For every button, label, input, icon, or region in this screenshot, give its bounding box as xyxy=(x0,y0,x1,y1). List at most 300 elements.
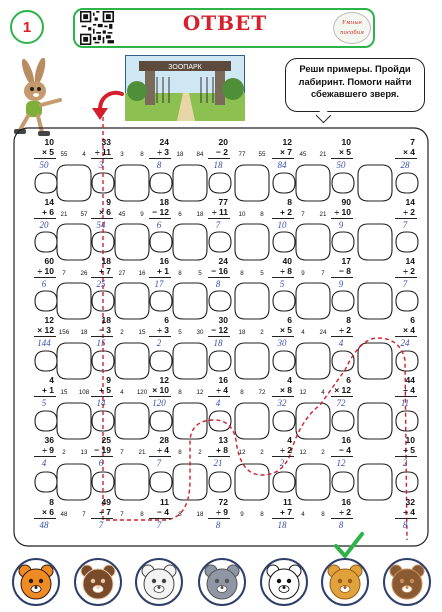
math-problem xyxy=(270,256,298,296)
operand-b: ÷ 7 xyxy=(99,507,111,517)
door-number: 84 xyxy=(196,151,204,158)
operand-a: 44 xyxy=(405,375,415,385)
maze-room xyxy=(235,464,269,500)
handwritten-answer: 28 xyxy=(400,160,410,170)
operand-b: ÷ 10 xyxy=(37,266,54,276)
equals-line xyxy=(272,396,294,397)
elephant-icon[interactable] xyxy=(198,558,246,606)
door-number: 120 xyxy=(136,389,148,396)
operand-b: − 12 xyxy=(211,325,228,335)
maze-room xyxy=(115,224,149,260)
handwritten-answer: 18 xyxy=(213,160,223,170)
tiger-icon[interactable] xyxy=(12,558,60,606)
equals-line xyxy=(149,158,171,159)
door-number: 4 xyxy=(301,511,305,518)
door-number: 45 xyxy=(299,151,307,158)
operand-b: − 2 xyxy=(215,147,228,157)
operand-a: 14 xyxy=(405,256,415,266)
math-problem xyxy=(147,197,175,237)
door-number: 12 xyxy=(196,389,204,396)
operand-b: − 16 xyxy=(211,266,228,276)
door-number: 21 xyxy=(319,211,327,218)
maze-room xyxy=(173,224,207,260)
operand-a: 16 xyxy=(159,256,169,266)
equals-line xyxy=(91,336,113,337)
operand-a: 12 xyxy=(159,375,169,385)
panda-face-icon xyxy=(262,560,306,604)
door-number: 7 xyxy=(120,511,124,518)
panda-icon[interactable] xyxy=(260,558,308,606)
operand-a: 6 xyxy=(287,315,292,325)
operand-a: 7 xyxy=(410,137,415,147)
door-number: 7 xyxy=(120,449,124,456)
equals-line xyxy=(91,158,113,159)
equals-line xyxy=(91,277,113,278)
operand-b: × 10 xyxy=(152,385,169,395)
equals-line xyxy=(331,158,353,159)
maze-room xyxy=(296,403,330,439)
logo-word-2: пособия xyxy=(340,30,364,36)
door-number: 8 xyxy=(321,511,325,518)
math-problem xyxy=(147,256,175,296)
operand-b: × 12 xyxy=(37,325,54,335)
door-number: 4 xyxy=(120,389,124,396)
equals-line xyxy=(331,277,353,278)
operand-b: + 7 xyxy=(279,507,292,517)
handwritten-answer: 32 xyxy=(277,398,287,408)
operand-b: − 8 xyxy=(338,266,351,276)
equals-line xyxy=(272,518,294,519)
math-problem xyxy=(393,137,421,177)
operand-a: 20 xyxy=(218,137,228,147)
operand-b: ÷ 2 xyxy=(403,207,415,217)
equals-line xyxy=(149,396,171,397)
door-number: 5 xyxy=(260,270,264,277)
handwritten-answer: 4 xyxy=(338,338,344,348)
beaver-icon[interactable] xyxy=(383,558,431,606)
door-number: 27 xyxy=(118,270,126,277)
operand-b: ÷ 2 xyxy=(339,507,351,517)
door-number: 18 xyxy=(196,511,204,518)
door-number: 7 xyxy=(82,511,86,518)
operand-a: 6 xyxy=(346,375,351,385)
math-problem xyxy=(270,435,298,475)
math-problem xyxy=(206,197,234,237)
equals-line xyxy=(34,396,56,397)
math-problem xyxy=(147,137,175,177)
handwritten-answer: 3 xyxy=(98,160,104,170)
door-number: 8 xyxy=(260,511,264,518)
logo-word-1: Умные xyxy=(342,20,362,26)
maze-room xyxy=(235,165,269,201)
operand-b: ÷ 4 xyxy=(157,445,169,455)
door-number: 72 xyxy=(258,389,266,396)
handwritten-answer: 8 xyxy=(338,520,344,530)
handwritten-answer: 6 xyxy=(98,458,104,468)
handwritten-answer: 48 xyxy=(39,520,49,530)
math-problem xyxy=(329,497,357,537)
operand-a: 16 xyxy=(341,497,351,507)
maze-room xyxy=(296,283,330,319)
maze-room xyxy=(115,283,149,319)
door-number: 4 xyxy=(301,329,305,336)
door-number: 55 xyxy=(60,151,68,158)
operand-a: 90 xyxy=(341,197,351,207)
math-problem xyxy=(206,375,234,415)
maze-room xyxy=(57,283,91,319)
math-problem xyxy=(329,197,357,237)
maze-room xyxy=(35,472,57,492)
operand-b: − 4 xyxy=(156,507,169,517)
handwritten-answer: 6 xyxy=(41,279,47,289)
handwritten-answer: 9 xyxy=(338,220,344,230)
handwritten-answer: 2 xyxy=(279,458,285,468)
operand-a: 6 xyxy=(164,315,169,325)
math-problem xyxy=(393,375,421,415)
operand-a: 16 xyxy=(341,435,351,445)
door-number: 9 xyxy=(301,270,305,277)
operand-b: × 6 xyxy=(98,207,111,217)
equals-line xyxy=(91,218,113,219)
handwritten-answer: 6 xyxy=(156,220,162,230)
equals-line xyxy=(208,277,230,278)
operand-a: 24 xyxy=(218,256,228,266)
operand-a: 10 xyxy=(341,137,351,147)
maze-room xyxy=(296,224,330,260)
handwritten-answer: 11 xyxy=(400,398,410,408)
math-problem xyxy=(89,197,117,237)
equals-line xyxy=(34,158,56,159)
operand-b: ÷ 11 xyxy=(94,147,111,157)
equals-line xyxy=(395,518,417,519)
math-problem xyxy=(89,315,117,355)
operand-b: × 4 xyxy=(402,325,415,335)
operand-b: × 6 xyxy=(41,507,54,517)
maze-room xyxy=(57,464,91,500)
math-problem xyxy=(89,375,117,415)
operand-a: 8 xyxy=(346,315,351,325)
door-number: 8 xyxy=(178,389,182,396)
handwritten-answer: 5 xyxy=(279,279,285,289)
maze-room xyxy=(358,464,392,500)
maze-room xyxy=(235,283,269,319)
handwritten-answer: 9 xyxy=(338,279,344,289)
equals-line xyxy=(395,218,417,219)
math-problem xyxy=(206,435,234,475)
operand-b: ÷ 2 xyxy=(403,266,415,276)
operand-b: × 4 xyxy=(402,147,415,157)
operand-b: ÷ 11 xyxy=(211,207,228,217)
equals-line xyxy=(149,218,171,219)
handwritten-answer: 8 xyxy=(215,279,221,289)
correct-check-icon xyxy=(336,534,362,556)
door-number: 4 xyxy=(82,151,86,158)
math-problem xyxy=(329,256,357,296)
maze-room xyxy=(358,165,392,201)
equals-line xyxy=(331,518,353,519)
operand-a: 18 xyxy=(101,256,111,266)
handwritten-answer: 14 xyxy=(96,398,106,408)
operand-a: 12 xyxy=(44,315,54,325)
handwritten-answer: 18 xyxy=(277,520,287,530)
door-number: 9 xyxy=(240,511,244,518)
door-number: 7 xyxy=(301,211,305,218)
door-number: 8 xyxy=(178,270,182,277)
operand-b: + 1 xyxy=(156,266,169,276)
equals-line xyxy=(91,456,113,457)
door-number: 16 xyxy=(138,270,146,277)
math-problem xyxy=(89,497,117,537)
operand-b: ÷ 5 xyxy=(403,445,415,455)
operand-b: × 7 xyxy=(279,147,292,157)
math-problem xyxy=(393,435,421,475)
operand-a: 9 xyxy=(106,197,111,207)
equals-line xyxy=(395,456,417,457)
equals-line xyxy=(208,456,230,457)
math-problem xyxy=(393,497,421,537)
door-number: 2 xyxy=(260,449,264,456)
maze-room xyxy=(173,283,207,319)
operand-b: + 7 xyxy=(98,266,111,276)
operand-a: 77 xyxy=(218,197,228,207)
operand-a: 17 xyxy=(341,256,351,266)
door-number: 6 xyxy=(178,211,182,218)
handwritten-answer: 7 xyxy=(402,220,408,230)
door-number: 156 xyxy=(58,329,70,336)
operand-a: 49 xyxy=(101,497,111,507)
door-number: 8 xyxy=(240,389,244,396)
operand-a: 8 xyxy=(287,197,292,207)
door-number: 21 xyxy=(138,449,146,456)
equals-line xyxy=(208,336,230,337)
equals-line xyxy=(272,336,294,337)
math-problem xyxy=(270,197,298,237)
handwritten-answer: 144 xyxy=(37,338,51,348)
door-number: 55 xyxy=(258,151,266,158)
math-problem xyxy=(147,375,175,415)
equals-line xyxy=(34,456,56,457)
operand-b: × 8 xyxy=(279,385,292,395)
math-problem xyxy=(206,256,234,296)
handwritten-answer: 2 xyxy=(402,458,408,468)
operand-b: + 2 xyxy=(279,207,292,217)
equals-line xyxy=(272,277,294,278)
maze-room xyxy=(396,472,418,492)
operand-a: 12 xyxy=(282,137,292,147)
handwritten-answer: 8 xyxy=(156,160,162,170)
equals-line xyxy=(395,336,417,337)
math-problem xyxy=(393,315,421,355)
door-number: 57 xyxy=(80,211,88,218)
monkey-icon[interactable] xyxy=(74,558,122,606)
operand-b: ÷ 4 xyxy=(403,507,415,517)
maze-room xyxy=(115,343,149,379)
equals-line xyxy=(208,158,230,159)
math-problem xyxy=(206,137,234,177)
door-number: 18 xyxy=(176,151,184,158)
handwritten-answer: 21 xyxy=(213,458,223,468)
handwritten-answer: 15 xyxy=(96,338,106,348)
polar-bear-icon[interactable] xyxy=(135,558,183,606)
handwritten-answer: 72 xyxy=(336,398,346,408)
operand-b: ÷ 9 xyxy=(216,507,228,517)
handwritten-answer: 20 xyxy=(39,220,49,230)
maze-room xyxy=(273,472,295,492)
handwritten-answer: 7 xyxy=(215,220,221,230)
door-number: 7 xyxy=(321,270,325,277)
operand-b: × 5 xyxy=(41,147,54,157)
operand-b: ÷ 10 xyxy=(334,207,351,217)
math-problem xyxy=(89,435,117,475)
door-number: 8 xyxy=(178,511,182,518)
handwritten-answer: 8 xyxy=(402,520,408,530)
equals-line xyxy=(331,396,353,397)
math-problem xyxy=(89,256,117,296)
door-number: 10 xyxy=(238,211,246,218)
door-number: 7 xyxy=(62,270,66,277)
maze-room xyxy=(115,464,149,500)
maze-room xyxy=(57,224,91,260)
maze-room xyxy=(235,343,269,379)
maze-room xyxy=(209,472,231,492)
operand-b: − 12 xyxy=(152,207,169,217)
operand-a: 32 xyxy=(405,497,415,507)
lion-icon[interactable] xyxy=(321,558,369,606)
equals-line xyxy=(272,456,294,457)
handwritten-answer: 8 xyxy=(215,520,221,530)
equals-line xyxy=(331,336,353,337)
operand-a: 40 xyxy=(282,256,292,266)
operand-b: ÷ 4 xyxy=(216,385,228,395)
math-problem xyxy=(270,497,298,537)
tiger-face-icon xyxy=(14,560,58,604)
monkey-face-icon xyxy=(76,560,120,604)
door-number: 2 xyxy=(120,329,124,336)
equals-line xyxy=(34,336,56,337)
maze-room xyxy=(358,403,392,439)
door-number: 8 xyxy=(178,449,182,456)
zoo-sign-text: ЗООПАРК xyxy=(168,64,202,71)
equals-line xyxy=(149,277,171,278)
operand-a: 30 xyxy=(218,315,228,325)
door-number: 2 xyxy=(62,449,66,456)
operand-b: + 5 xyxy=(98,385,111,395)
operand-b: ÷ 3 xyxy=(157,325,169,335)
door-number: 5 xyxy=(178,329,182,336)
operand-b: + 8 xyxy=(215,445,228,455)
equals-line xyxy=(208,518,230,519)
operand-a: 25 xyxy=(101,435,111,445)
maze-room xyxy=(57,343,91,379)
equals-line xyxy=(272,158,294,159)
operand-a: 8 xyxy=(49,497,54,507)
math-problem xyxy=(329,315,357,355)
math-problem xyxy=(329,375,357,415)
equals-line xyxy=(34,277,56,278)
handwritten-answer: 10 xyxy=(277,220,287,230)
operand-a: 60 xyxy=(44,256,54,266)
equals-line xyxy=(149,518,171,519)
operand-a: 36 xyxy=(44,435,54,445)
maze-room xyxy=(235,224,269,260)
elephant-face-icon xyxy=(200,560,244,604)
lion-face-icon xyxy=(323,560,367,604)
equals-line xyxy=(331,218,353,219)
operand-a: 10 xyxy=(44,137,54,147)
door-number: 13 xyxy=(80,449,88,456)
handwritten-answer: 7 xyxy=(402,279,408,289)
door-number: 18 xyxy=(80,329,88,336)
door-number: 30 xyxy=(196,329,204,336)
equals-line xyxy=(395,396,417,397)
door-number: 21 xyxy=(60,211,68,218)
handwritten-answer: 50 xyxy=(336,160,346,170)
handwritten-answer: 2 xyxy=(156,338,162,348)
operand-b: ÷ 8 xyxy=(280,266,292,276)
maze-room xyxy=(358,343,392,379)
door-number: 12 xyxy=(299,389,307,396)
operand-b: − 19 xyxy=(94,445,111,455)
operand-b: − 3 xyxy=(98,325,111,335)
operand-a: 4 xyxy=(49,375,54,385)
operand-a: 16 xyxy=(218,375,228,385)
door-number: 9 xyxy=(140,211,144,218)
maze-room xyxy=(332,472,354,492)
math-problem xyxy=(393,256,421,296)
math-problem xyxy=(147,315,175,355)
door-number: 8 xyxy=(140,511,144,518)
operand-a: 33 xyxy=(101,137,111,147)
handwritten-answer: 7 xyxy=(156,520,162,530)
equals-line xyxy=(272,218,294,219)
page-number-badge: 1 xyxy=(10,10,44,44)
operand-a: 11 xyxy=(283,497,292,507)
operand-b: ÷ 4 xyxy=(403,385,415,395)
operand-b: ÷ 2 xyxy=(280,445,292,455)
equals-line xyxy=(149,456,171,457)
instruction-bubble: Реши примеры. Пройди лабиринт. Помоги найти сбежавшего зверя. xyxy=(285,58,425,112)
equals-line xyxy=(395,158,417,159)
maze-room xyxy=(358,224,392,260)
operand-a: 10 xyxy=(405,435,415,445)
maze-room xyxy=(296,343,330,379)
handwritten-answer: 12 xyxy=(336,458,346,468)
door-number: 48 xyxy=(60,511,68,518)
operand-a: 18 xyxy=(159,197,169,207)
door-number: 12 xyxy=(299,449,307,456)
maze-room xyxy=(57,403,91,439)
handwritten-answer: 7 xyxy=(156,458,162,468)
door-number: 26 xyxy=(80,270,88,277)
equals-line xyxy=(208,218,230,219)
operand-a: 13 xyxy=(218,435,228,445)
operand-a: 24 xyxy=(159,137,169,147)
operand-b: ÷ 3 xyxy=(157,147,169,157)
equals-line xyxy=(34,218,56,219)
operand-a: 6 xyxy=(410,315,415,325)
operand-b: ÷ 2 xyxy=(339,325,351,335)
operand-a: 72 xyxy=(218,497,228,507)
operand-a: 4 xyxy=(287,435,292,445)
math-problem xyxy=(270,375,298,415)
maze-room xyxy=(296,165,330,201)
door-number: 108 xyxy=(78,389,90,396)
math-problem xyxy=(147,497,175,537)
math-problem xyxy=(206,315,234,355)
operand-a: 9 xyxy=(106,375,111,385)
operand-a: 28 xyxy=(159,435,169,445)
math-problem xyxy=(393,197,421,237)
